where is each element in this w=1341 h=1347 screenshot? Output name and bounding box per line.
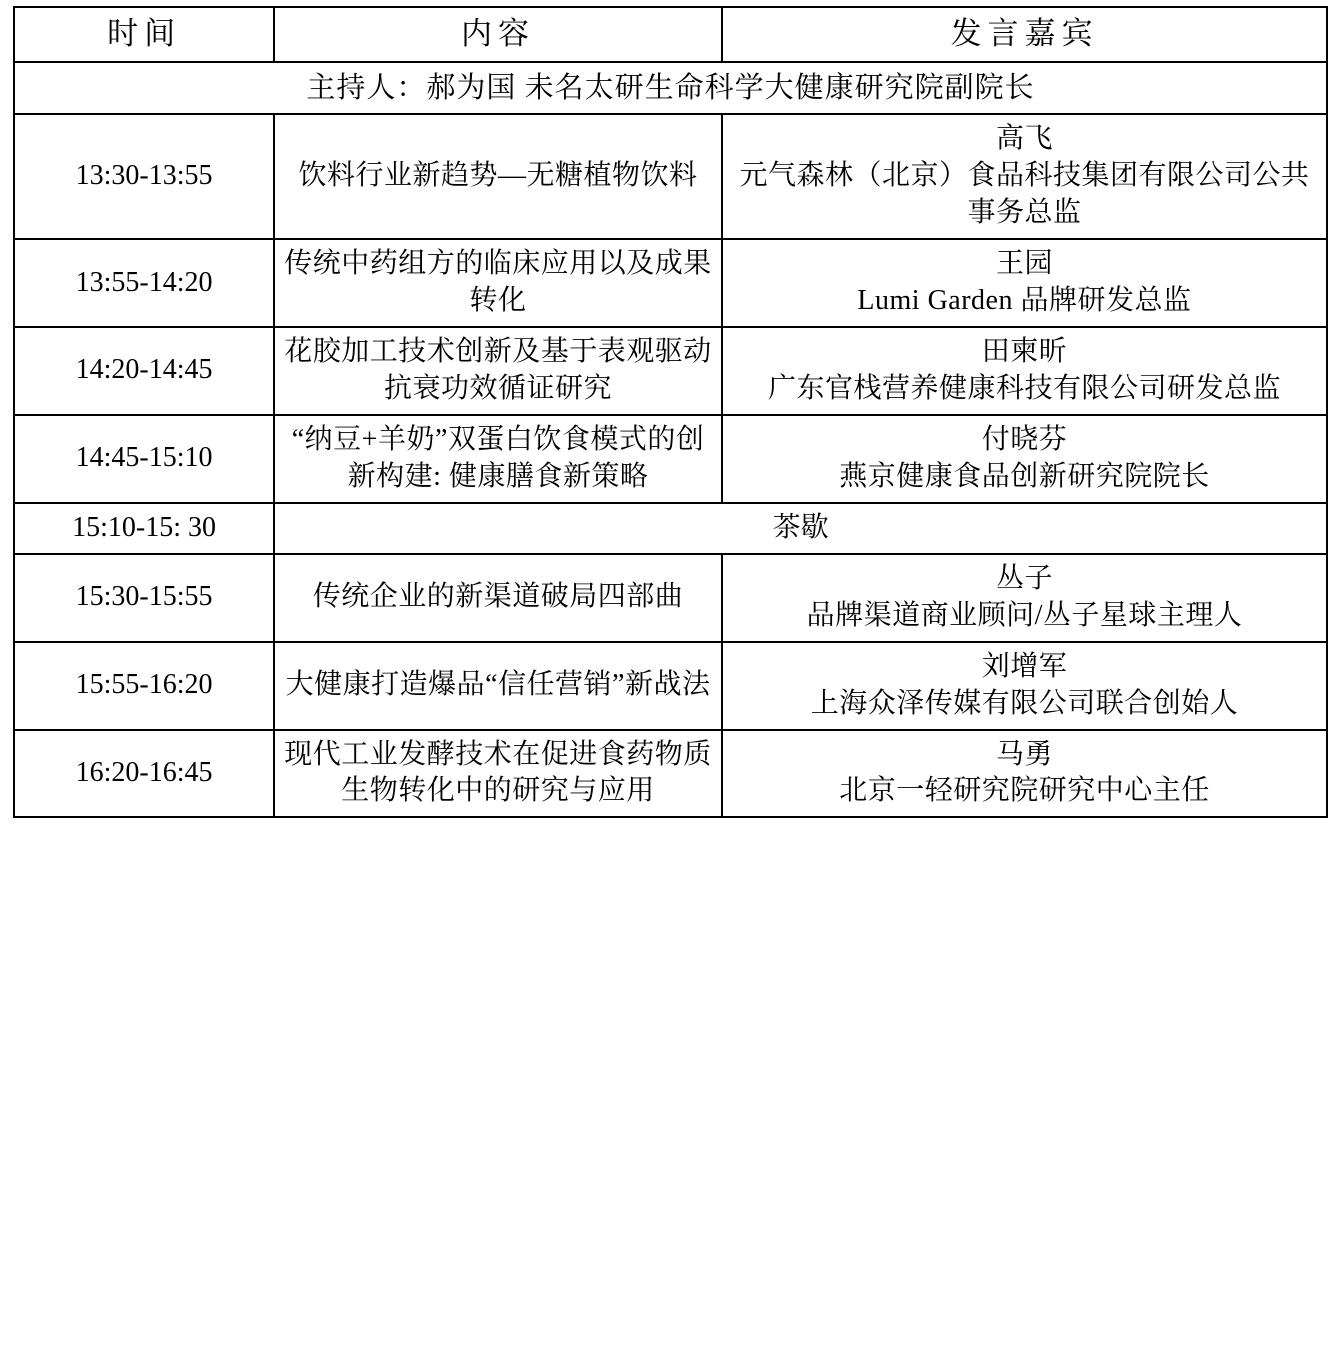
table-row	[14, 642, 1327, 730]
row-guest-title: 上海众泽传媒有限公司联合创始人	[810, 687, 1239, 719]
column-header-time: 时间	[14, 7, 274, 62]
row-guest-name: 马勇	[995, 738, 1053, 770]
row-guest-name: 田柬昕	[981, 335, 1068, 367]
row-guest	[722, 642, 1327, 730]
row-time: 13:55-14:20	[14, 239, 274, 327]
row-guest	[722, 327, 1327, 415]
break-label: 茶歇	[274, 503, 1327, 554]
row-time: 16:20-16:45	[14, 730, 274, 818]
row-time: 15:30-15:55	[14, 554, 274, 642]
row-guest	[722, 554, 1327, 642]
host-label: 主持人：郝为国 未名太研生命科学大健康研究院副院长	[14, 62, 1327, 114]
row-topic: 花胶加工技术创新及基于表观驱动抗衰功效循证研究	[274, 327, 722, 415]
row-guest-name: 刘增军	[981, 650, 1068, 682]
column-header-guest: 发言嘉宾	[722, 7, 1327, 62]
break-row	[14, 503, 1327, 554]
table-row	[14, 114, 1327, 239]
row-guest	[722, 415, 1327, 503]
row-guest-name: 王园	[995, 248, 1053, 280]
row-time: 15:55-16:20	[14, 642, 274, 730]
row-time: 14:45-15:10	[14, 415, 274, 503]
row-time: 13:30-13:55	[14, 114, 274, 239]
table-row	[14, 730, 1327, 818]
row-guest	[722, 239, 1327, 327]
row-guest-name: 付晓芬	[981, 423, 1068, 455]
table-header-row	[14, 7, 1327, 62]
break-time: 15:10-15: 30	[14, 503, 274, 554]
row-time: 14:20-14:45	[14, 327, 274, 415]
row-topic: “纳豆+羊奶”双蛋白饮食模式的创新构建: 健康膳食新策略	[274, 415, 722, 503]
table-row	[14, 415, 1327, 503]
row-guest	[722, 730, 1327, 818]
row-guest	[722, 114, 1327, 239]
row-guest-title: 元气森林（北京）食品科技集团有限公司公共事务总监	[739, 160, 1310, 229]
table-row	[14, 239, 1327, 327]
row-topic: 饮料行业新趋势—无糖植物饮料	[274, 114, 722, 239]
row-guest-name: 丛子	[995, 562, 1053, 594]
host-row	[14, 62, 1327, 114]
table-body	[14, 62, 1327, 818]
row-topic: 现代工业发酵技术在促进食药物质生物转化中的研究与应用	[274, 730, 722, 818]
row-guest-title: 燕京健康食品创新研究院院长	[839, 460, 1210, 492]
table-row	[14, 327, 1327, 415]
table-row	[14, 554, 1327, 642]
row-topic: 传统中药组方的临床应用以及成果转化	[274, 239, 722, 327]
row-guest-title: Lumi Garden 品牌研发总监	[857, 284, 1192, 316]
column-header-content: 内容	[274, 7, 722, 62]
row-topic: 大健康打造爆品“信任营销”新战法	[274, 642, 722, 730]
row-guest-title: 广东官栈营养健康科技有限公司研发总监	[767, 372, 1281, 404]
row-guest-name: 高飞	[995, 123, 1053, 155]
agenda-table	[13, 6, 1328, 818]
table-header	[14, 7, 1327, 62]
document-page	[0, 6, 1341, 1347]
row-guest-title: 品牌渠道商业顾问/丛子星球主理人	[806, 599, 1243, 631]
row-topic: 传统企业的新渠道破局四部曲	[274, 554, 722, 642]
row-guest-title: 北京一轻研究院研究中心主任	[839, 775, 1210, 807]
